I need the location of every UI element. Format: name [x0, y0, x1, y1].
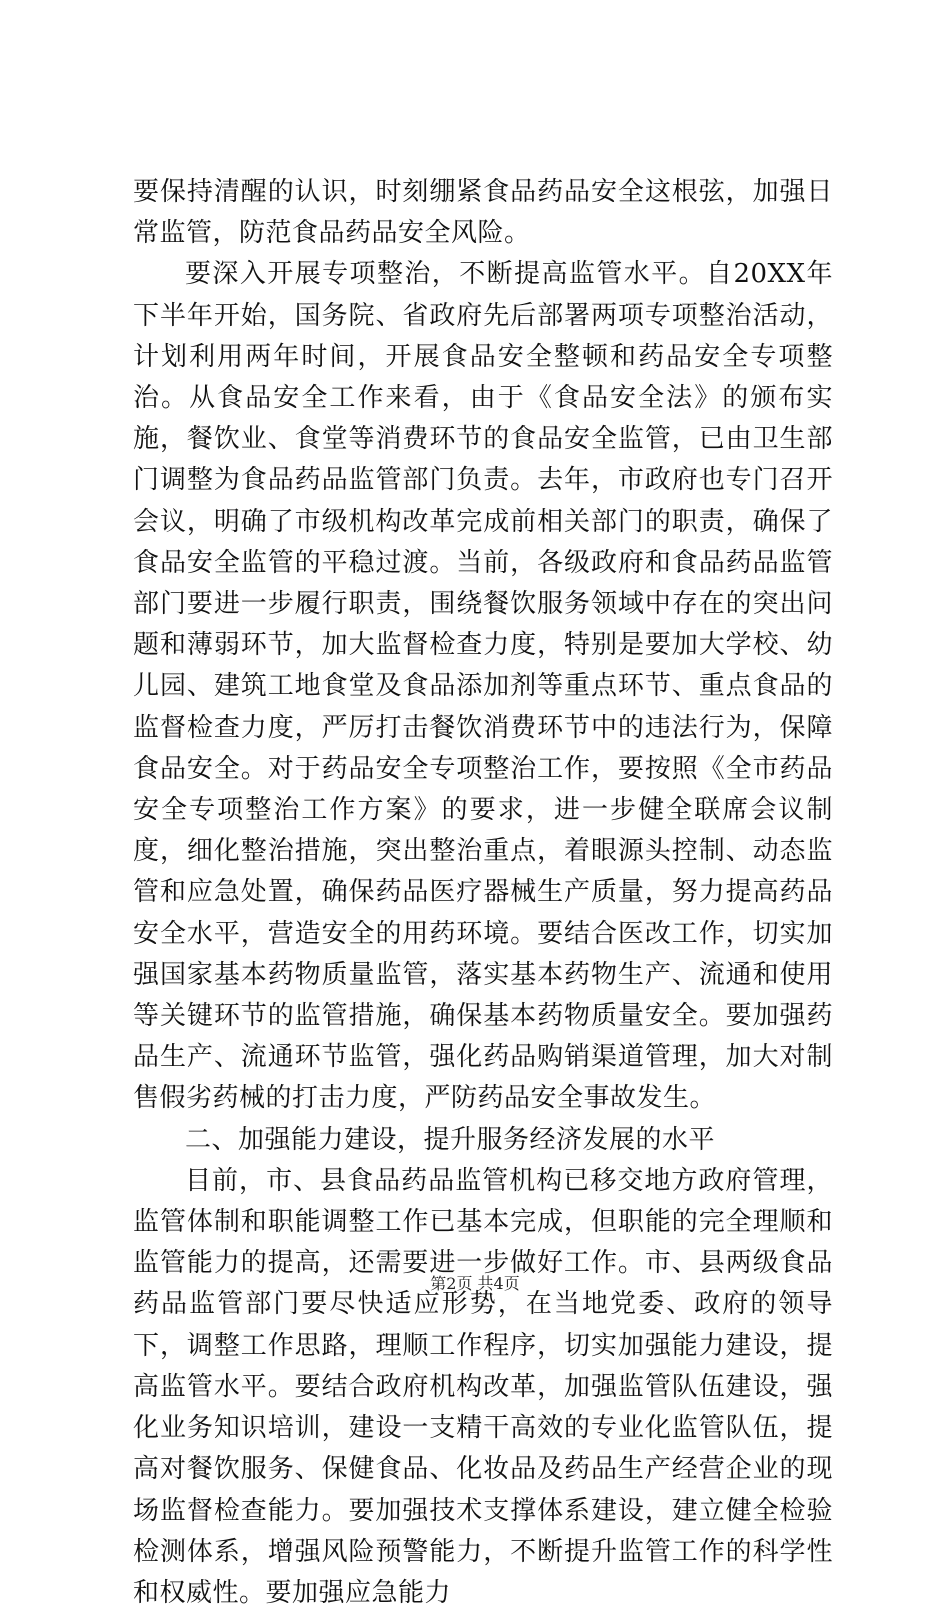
- page-footer: 第2页 共4页: [430, 1274, 520, 1293]
- paragraph-special-rectification: 要深入开展专项整治，不断提高监管水平。自20XX年下半年开始，国务院、省政府先后部署两项专项整治活动，计划利用两年时间，开展食品安全整顿和药品安全专项整治。从食品安全工作来看，由于《食品安全法》的颁布实施，餐饮业、食堂等消费环节的食品安全监管，已由卫生部门调整为食品药品监管部门负责。去年，市政府也专门召开会议，明确了市级机构改革完成前相关部门的职责，确保了食品安全监管的平稳过渡。当前，各级政府和食品药品监管部门要进一步履行职责，围绕餐饮服务领域中存在的突出问题和薄弱环节，加大监督检查力度，特别是要加大学校、幼儿园、建筑工地食堂及食品添加剂等重点环节、重点食品的监督检查力度，严厉打击餐饮消费环节中的违法行为，保障食品安全。对于药品安全专项整治工作，要按照《全市药品安全专项整治工作方案》的要求，进一步健全联席会议制度，细化整治措施，突出整治重点，着眼源头控制、动态监管和应急处置，确保药品医疗器械生产质量，努力提高药品安全水平，营造安全的用药环境。要结合医改工作，切实加强国家基本药物质量监管，落实基本药物生产、流通和使用等关键环节的监管措施，确保基本药物质量安全。要加强药品生产、流通环节监管，强化药品购销渠道管理，加大对制售假劣药械的打击力度，严防药品安全事故发生。: [133, 259, 833, 1114]
- section-heading: 二、加强能力建设，提升服务经济发展的水平: [185, 1124, 716, 1155]
- document-body: [133, 172, 833, 1614]
- paragraph-continuation: 要保持清醒的认识，时刻绷紧食品药品安全这根弦，加强日常监管，防范食品药品安全风险。: [133, 177, 833, 249]
- paragraph-capacity-building: 目前，市、县食品药品监管机构已移交地方政府管理，监管体制和职能调整工作已基本完成，但职能的完全理顺和监管能力的提高，还需要进一步做好工作。市、县两级食品药品监管部门要尽快适应形势，在当地党委、政府的领导下，调整工作思路，理顺工作程序，切实加强能力建设，提高监管水平。要结合政府机构改革，加强监管队伍建设，强化业务知识培训，建设一支精干高效的专业化监管队伍，提高对餐饮服务、保健食品、化妆品及药品生产经营企业的现场监督检查能力。要加强技术支撑体系建设，建立健全检验检测体系，增强风险预警能力，不断提升监管工作的科学性和权威性。要加强应急能力: [133, 1165, 833, 1608]
